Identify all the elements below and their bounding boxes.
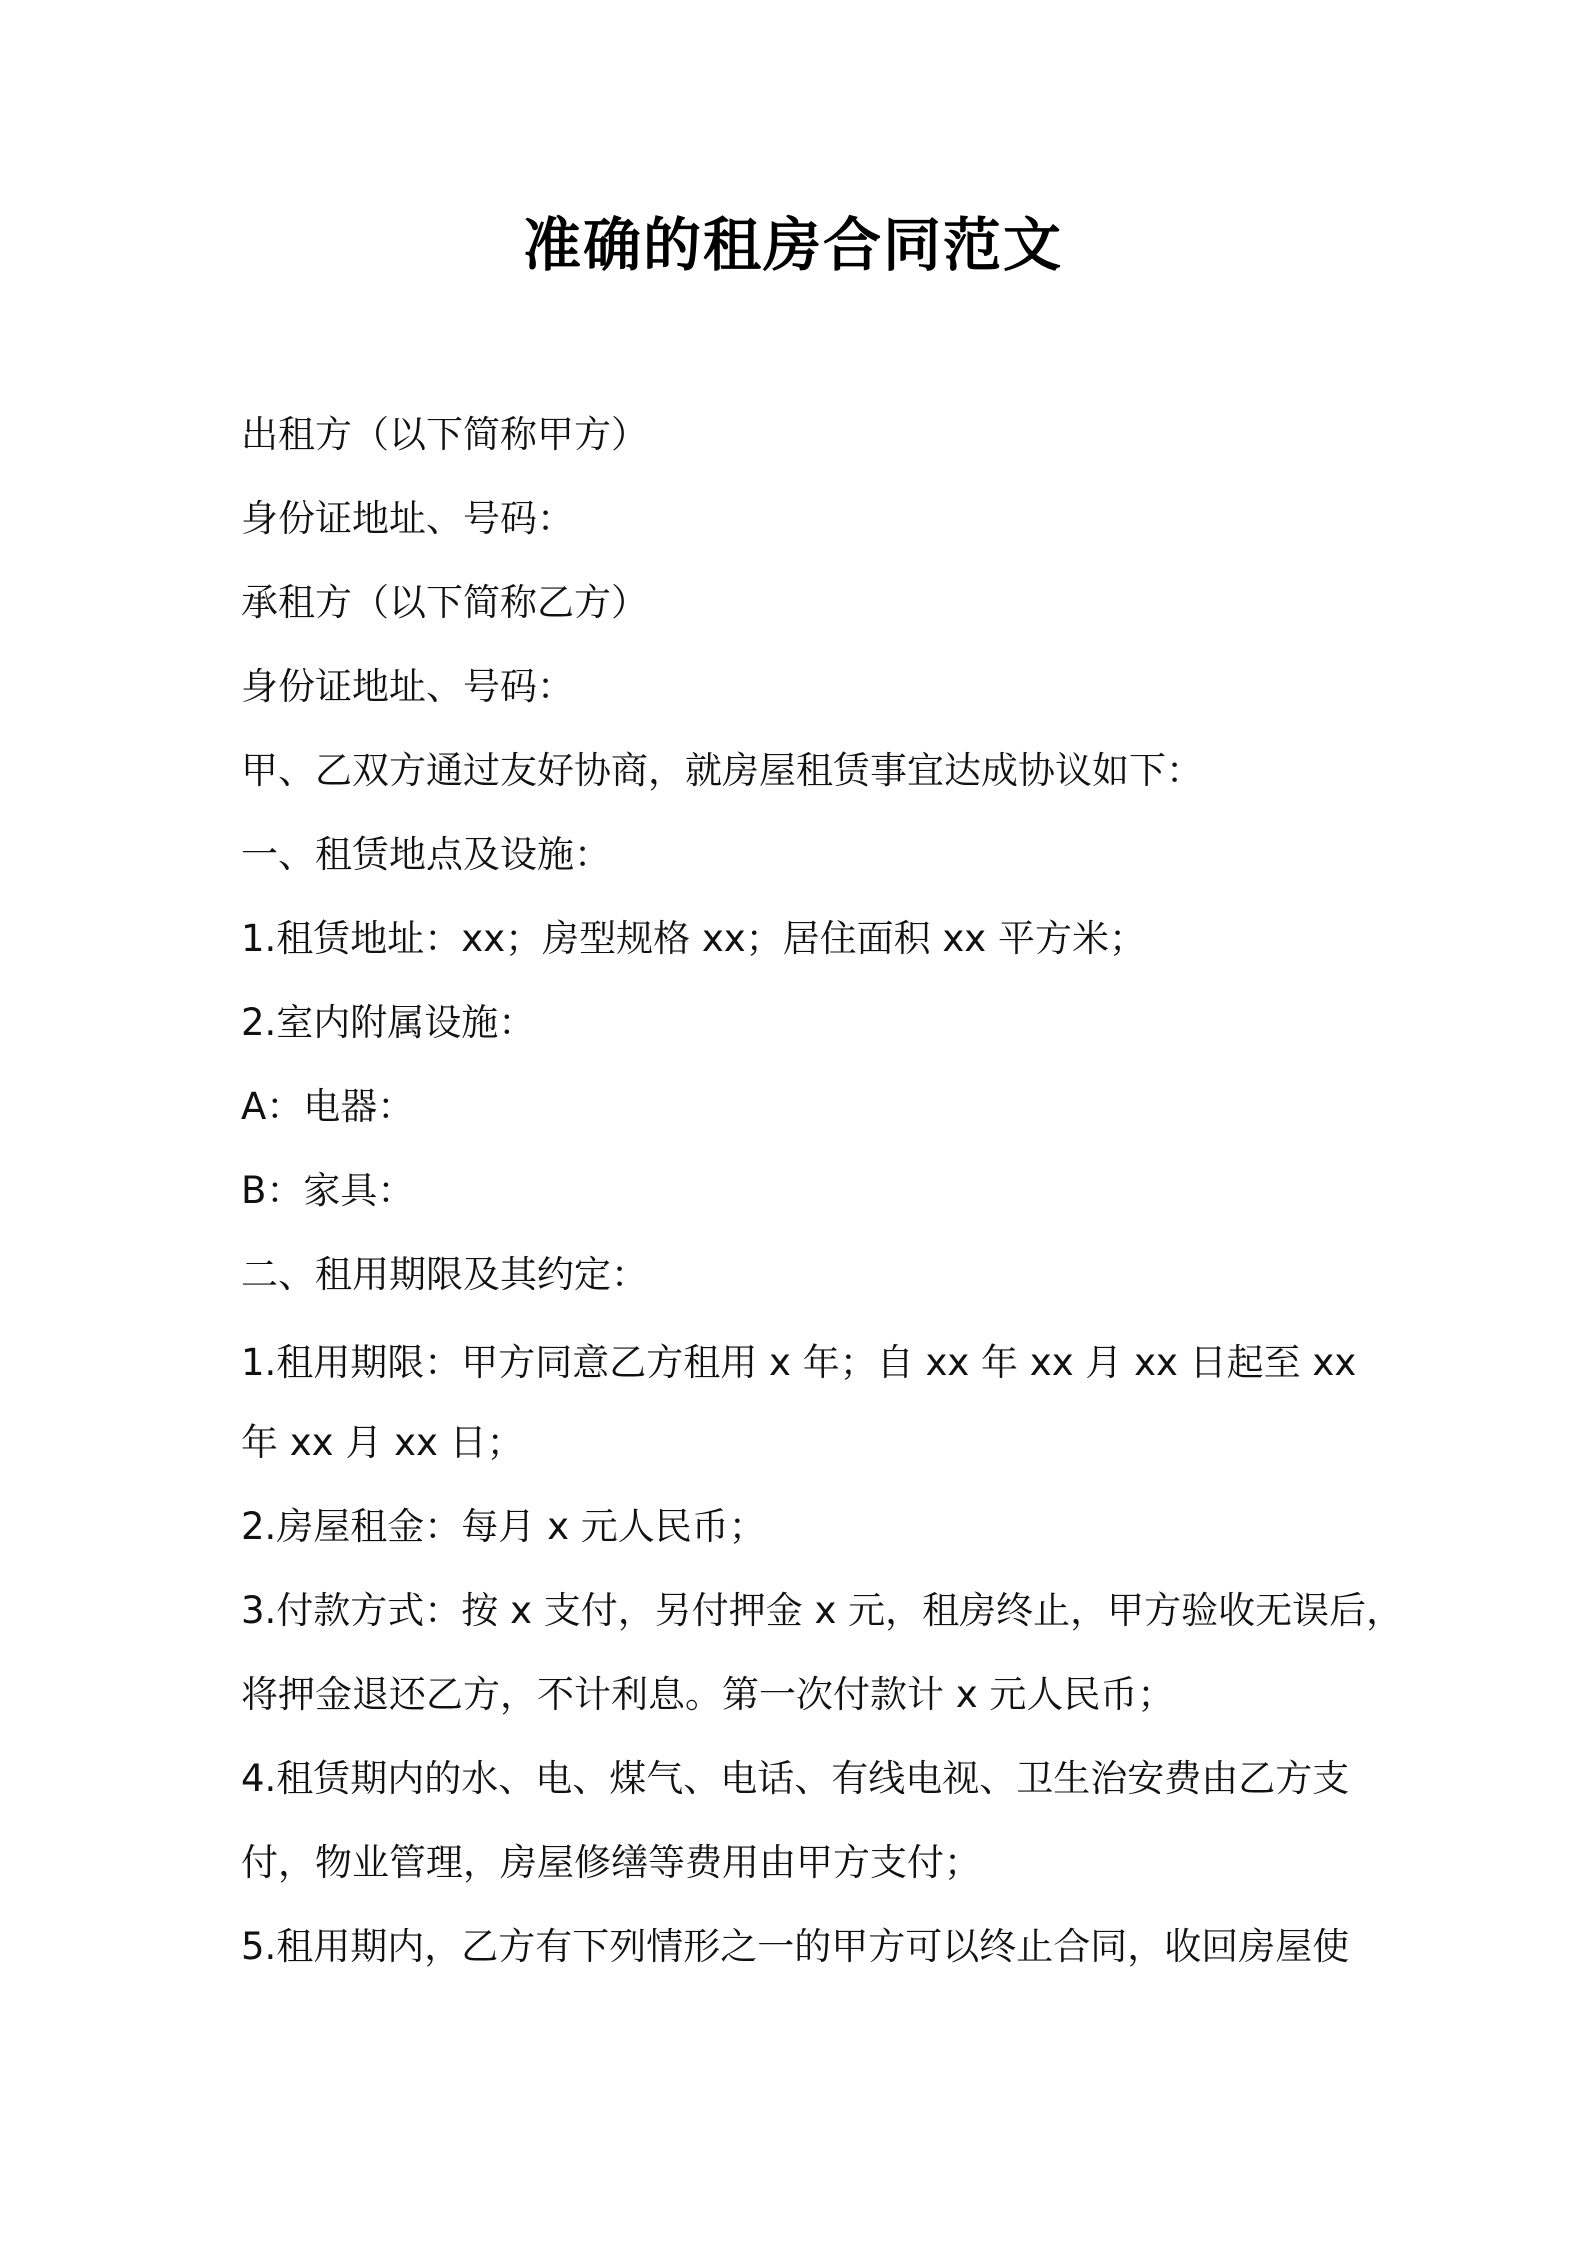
clause-rental-term-cont: 年 xx 月 xx 日；	[241, 1421, 524, 1464]
document-title: 准确的租房合同范文	[522, 211, 1063, 279]
clause-rent: 2.房屋租金：每月 x 元人民币；	[241, 1505, 766, 1548]
clause-rental-term: 1.租用期限：甲方同意乙方租用 x 年；自 xx 年 xx 月 xx 日起至 xx	[241, 1341, 1357, 1384]
clause-payment-cont: 将押金退还乙方，不计利息。第一次付款计 x 元人民币；	[241, 1673, 1175, 1716]
clause-utilities: 4.租赁期内的水、电、煤气、电话、有线电视、卫生治安费由乙方支	[241, 1757, 1350, 1800]
clause-indoor-facilities: 2.室内附属设施：	[241, 1001, 536, 1044]
clause-payment: 3.付款方式：按 x 支付，另付押金 x 元，租房终止，甲方验收无误后，	[241, 1589, 1404, 1632]
clause-furniture: B：家具：	[241, 1169, 415, 1212]
paragraph-agreement-intro: 甲、乙双方通过友好协商，就房屋租赁事宜达成协议如下：	[241, 749, 1203, 792]
clause-termination: 5.租用期内，乙方有下列情形之一的甲方可以终止合同，收回房屋使	[241, 1925, 1350, 1968]
clause-appliances: A：电器：	[241, 1085, 415, 1128]
paragraph-lessee-id: 身份证地址、号码：	[241, 665, 574, 708]
clause-rental-address: 1.租赁地址：xx；房型规格 xx；居住面积 xx 平方米；	[241, 917, 1146, 960]
paragraph-lessor: 出租方（以下简称甲方）	[241, 413, 648, 456]
paragraph-lessor-id: 身份证地址、号码：	[241, 497, 574, 540]
paragraph-lessee: 承租方（以下简称乙方）	[241, 581, 648, 624]
clause-utilities-cont: 付，物业管理，房屋修缮等费用由甲方支付；	[241, 1841, 981, 1884]
section-heading-location: 一、租赁地点及设施：	[241, 833, 611, 876]
section-heading-term: 二、租用期限及其约定：	[241, 1253, 648, 1296]
